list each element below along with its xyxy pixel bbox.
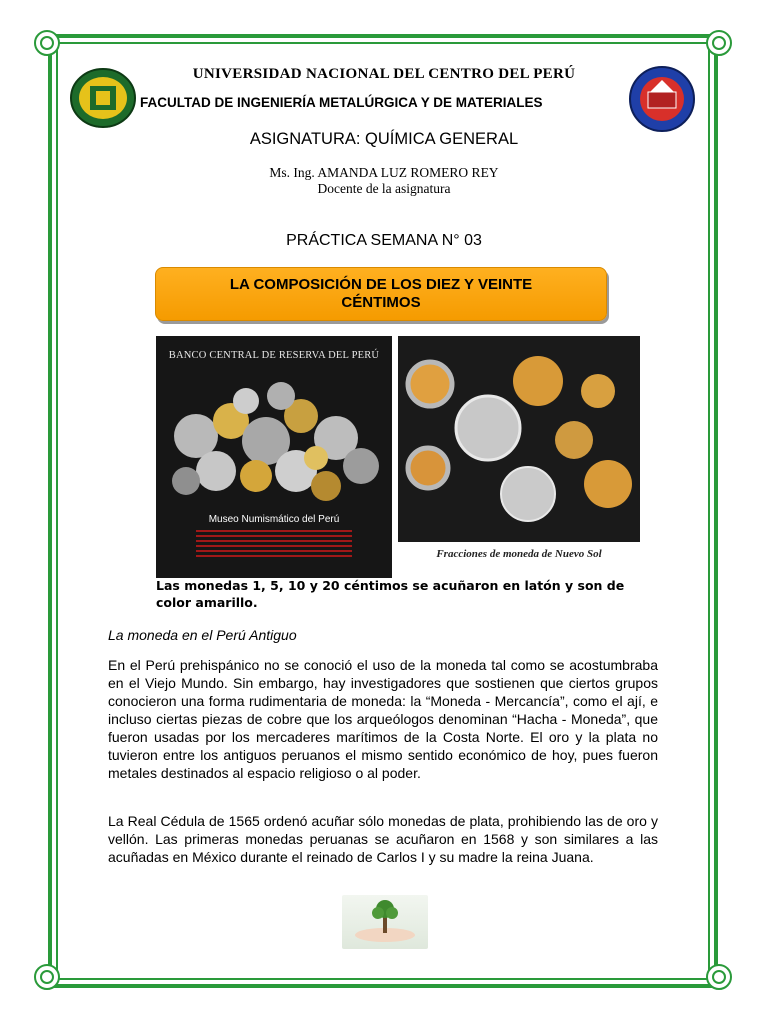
coins-caption: Fracciones de moneda de Nuevo Sol: [436, 548, 602, 560]
teacher-block: [0, 165, 768, 197]
museum-text: Museo Numismático del Perú: [208, 514, 340, 525]
red-fineprint: [196, 530, 352, 560]
topic-banner: [155, 267, 607, 321]
banner-line-1: LA COMPOSICIÓN DE LOS DIEZ Y VEINTE: [229, 276, 533, 293]
corner-ornament-icon: [32, 28, 62, 58]
corner-ornament-icon: [32, 962, 62, 992]
paragraph-2: La Real Cédula de 1565 ordenó acuñar sólo monedas de plata, prohibiendo las de oro y vellón. Las primeras monedas peruanas se acuñaron en 1568 y son similares a las acuñadas en México durante el reinado de Carlos I y su madre la reina Juana.: [108, 813, 658, 865]
teacher-name: Ms. Ing. AMANDA LUZ ROMERO REY: [269, 165, 499, 180]
banner-line-2: CÉNTIMOS: [341, 294, 421, 311]
corner-ornament-icon: [704, 962, 734, 992]
paragraph-1: En el Perú prehispánico no se conoció el uso de la moneda tal como se acostumbraba en el Viejo Mundo. Sin embargo, hay investigadores que sostienen que ciertos grupos conocieron una forma rudimentaria de moneda: la “Moneda - Mercancía”, como el ají, e incluso ciertas piezas de cobre que los arqueólogos denominan “Hacha - Moneda”, que fueron usadas por los mercaderes marítimos de la Costa Norte. El oro y la plata no tuvieron entre los antiguos peruanos el mismo sentido económico de hoy, pues fueron metales destinados al espacio religioso o al poder.: [108, 657, 658, 781]
tree-in-hands-image: [342, 895, 428, 949]
nuevo-sol-coins-image: [398, 336, 640, 542]
lead-text: Las monedas 1, 5, 10 y 20 céntimos se acuñaron en latón y son de color amarillo.: [156, 578, 625, 610]
section-title: La moneda en el Perú Antiguo: [108, 627, 297, 643]
faculty-name: FACULTAD DE INGENIERÍA METALÚRGICA Y DE MATERIALES: [140, 95, 543, 110]
corner-ornament-icon: [704, 28, 734, 58]
subject-title: ASIGNATURA: QUÍMICA GENERAL: [249, 130, 519, 148]
coin-collection-image: [156, 336, 392, 578]
teacher-role: Docente de la asignatura: [317, 181, 451, 196]
university-name: UNIVERSIDAD NACIONAL DEL CENTRO DEL PERÚ: [192, 66, 576, 82]
bcr-banner-text: BANCO CENTRAL DE RESERVA DEL PERÚ: [168, 350, 380, 361]
practice-week-title: PRÁCTICA SEMANA N° 03: [286, 232, 482, 249]
